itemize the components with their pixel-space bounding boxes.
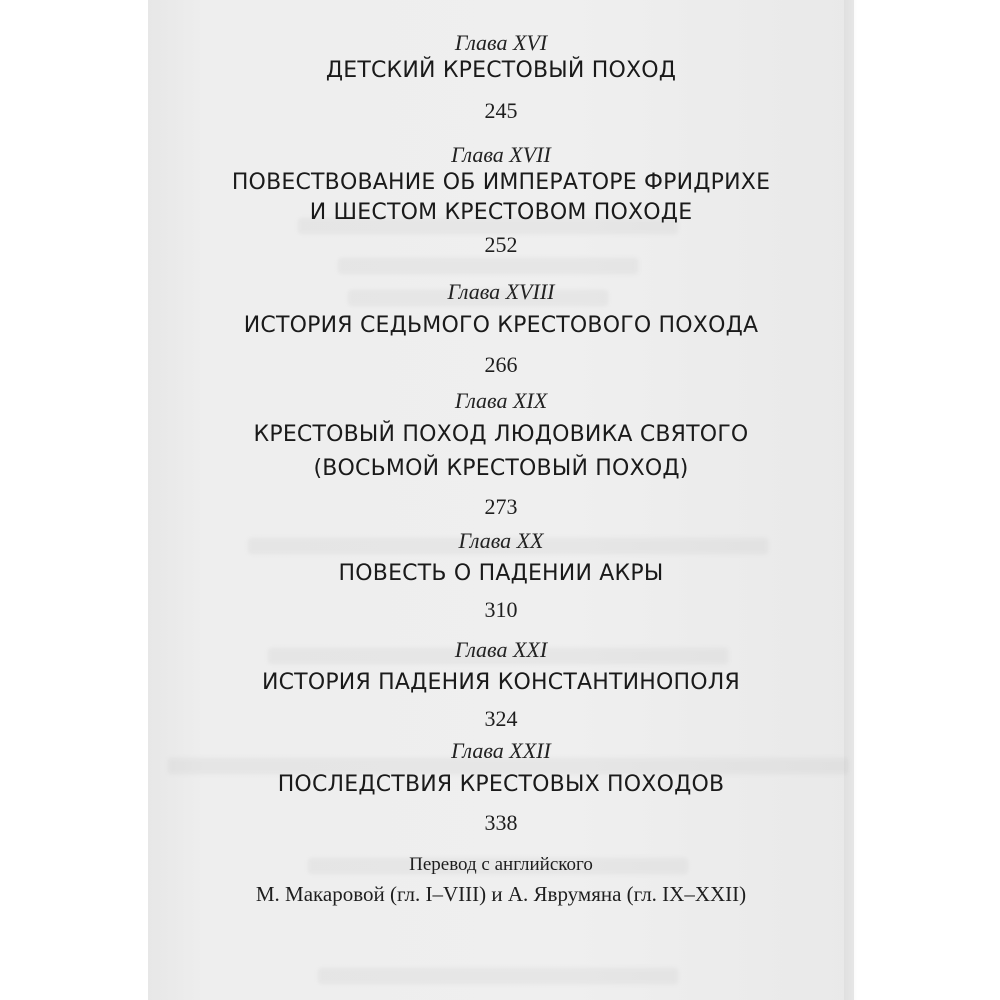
table-of-contents bbox=[148, 0, 854, 1000]
chapter-page-number: 266 bbox=[484, 352, 518, 377]
chapter-page-number: 324 bbox=[484, 706, 518, 731]
book-page bbox=[148, 0, 854, 1000]
toc-entry-xxii bbox=[148, 738, 854, 837]
toc-entry-xx bbox=[148, 528, 854, 624]
chapter-label: Глава XXII bbox=[451, 738, 551, 763]
chapter-title: ИСТОРИЯ ПАДЕНИЯ КОНСТАНТИНОПОЛЯ bbox=[261, 670, 741, 695]
toc-entry-xvi bbox=[148, 30, 854, 125]
chapter-title: (ВОСЬМОЙ КРЕСТОВЫЙ ПОХОД) bbox=[313, 456, 689, 481]
chapter-label: Глава XX bbox=[458, 528, 544, 553]
chapter-label: Глава XIX bbox=[454, 388, 548, 413]
chapter-label: Глава XXI bbox=[454, 637, 548, 662]
chapter-label: Глава XVIII bbox=[447, 279, 555, 304]
page-edge-shadow bbox=[844, 0, 858, 1000]
chapter-page-number: 310 bbox=[484, 597, 518, 622]
chapter-page-number: 252 bbox=[484, 232, 518, 257]
chapter-title: КРЕСТОВЫЙ ПОХОД ЛЮДОВИКА СВЯТОГО bbox=[253, 422, 749, 447]
chapter-title: ПОВЕСТЬ О ПАДЕНИИ АКРЫ bbox=[338, 561, 664, 586]
translators-line: М. Макаровой (гл. I–VIII) и А. Яврумяна (гл. IX–XXII) bbox=[255, 882, 747, 906]
chapter-title: ПОСЛЕДСТВИЯ КРЕСТОВЫХ ПОХОДОВ bbox=[277, 772, 725, 797]
chapter-title: И ШЕСТОМ КРЕСТОВОМ ПОХОДЕ bbox=[309, 200, 693, 225]
translation-note: Перевод с английского bbox=[409, 854, 593, 875]
toc-entry-xix bbox=[148, 388, 854, 521]
translation-credits bbox=[148, 852, 854, 910]
toc-entry-xviii bbox=[148, 279, 854, 379]
chapter-page-number: 245 bbox=[484, 98, 518, 123]
chapter-page-number: 273 bbox=[484, 494, 518, 519]
chapter-label: Глава XVI bbox=[454, 30, 548, 55]
chapter-label: Глава XVII bbox=[451, 142, 551, 167]
chapter-title: ДЕТСКИЙ КРЕСТОВЫЙ ПОХОД bbox=[325, 58, 677, 83]
chapter-title: ИСТОРИЯ СЕДЬМОГО КРЕСТОВОГО ПОХОДА bbox=[243, 313, 759, 338]
chapter-title: ПОВЕСТВОВАНИЕ ОБ ИМПЕРАТОРЕ ФРИДРИХЕ bbox=[231, 170, 771, 195]
chapter-page-number: 338 bbox=[484, 810, 518, 835]
toc-entry-xvii bbox=[148, 142, 854, 259]
toc-entry-xxi bbox=[148, 637, 854, 733]
